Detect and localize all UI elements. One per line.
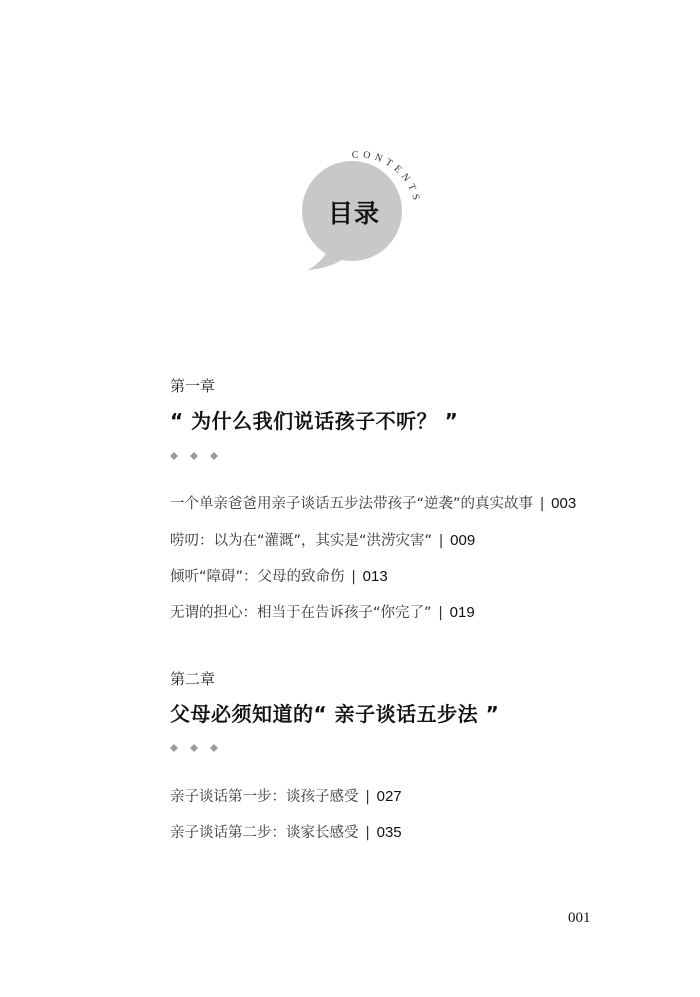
toc-entry-text: 一个单亲爸爸用亲子谈话五步法带孩子“逆袭”的真实故事 <box>170 496 534 512</box>
separator: | <box>365 789 370 805</box>
toc-entry-page: 009 <box>450 532 476 549</box>
diamond-icon <box>210 744 218 752</box>
toc-entry-page: 003 <box>551 495 577 512</box>
toc-entry-page: 013 <box>362 568 388 585</box>
toc-entry-page: 019 <box>449 604 475 621</box>
chapter-1-label: 第一章 <box>170 377 216 395</box>
separator: | <box>351 569 357 585</box>
toc-entry[interactable] <box>170 565 388 586</box>
chapter-1-title: “ 为什么我们说话孩子不听？ ” <box>170 409 459 433</box>
toc-entry-page: 035 <box>376 824 402 841</box>
toc-entry[interactable] <box>170 785 402 806</box>
toc-entry-text: 唠叨：以为在“灌溉”，其实是“洪涝灾害” <box>170 533 433 549</box>
toc-entry-text: 无谓的担心：相当于在告诉孩子“你完了” <box>170 605 432 621</box>
page-number: 001 <box>568 910 591 926</box>
toc-entry[interactable] <box>170 601 475 622</box>
toc-entry-page: 027 <box>376 788 402 805</box>
toc-title: 目录 <box>327 199 380 228</box>
toc-entry-text: 倾听“障碍”：父母的致命伤 <box>170 569 345 585</box>
diamond-divider <box>170 450 230 462</box>
chapter-2-title: 父母必须知道的“ 亲子谈话五步法 ” <box>170 702 500 726</box>
diamond-icon <box>210 452 218 460</box>
diamond-icon <box>170 452 178 460</box>
separator: | <box>365 825 370 841</box>
separator: | <box>438 533 444 549</box>
separator: | <box>539 496 545 512</box>
contents-arc-text: CONTENTS <box>351 150 423 206</box>
toc-entry[interactable] <box>170 492 576 513</box>
diamond-divider <box>170 742 230 754</box>
chapter-2-label: 第二章 <box>170 670 216 688</box>
toc-entry[interactable] <box>170 821 402 842</box>
diamond-icon <box>190 452 198 460</box>
toc-entry-text: 亲子谈话第一步：谈孩子感受 <box>170 789 359 805</box>
diamond-icon <box>190 744 198 752</box>
separator: | <box>438 605 444 621</box>
toc-entry[interactable] <box>170 529 475 550</box>
toc-entry-text: 亲子谈话第二步：谈家长感受 <box>170 825 359 841</box>
diamond-icon <box>170 744 178 752</box>
